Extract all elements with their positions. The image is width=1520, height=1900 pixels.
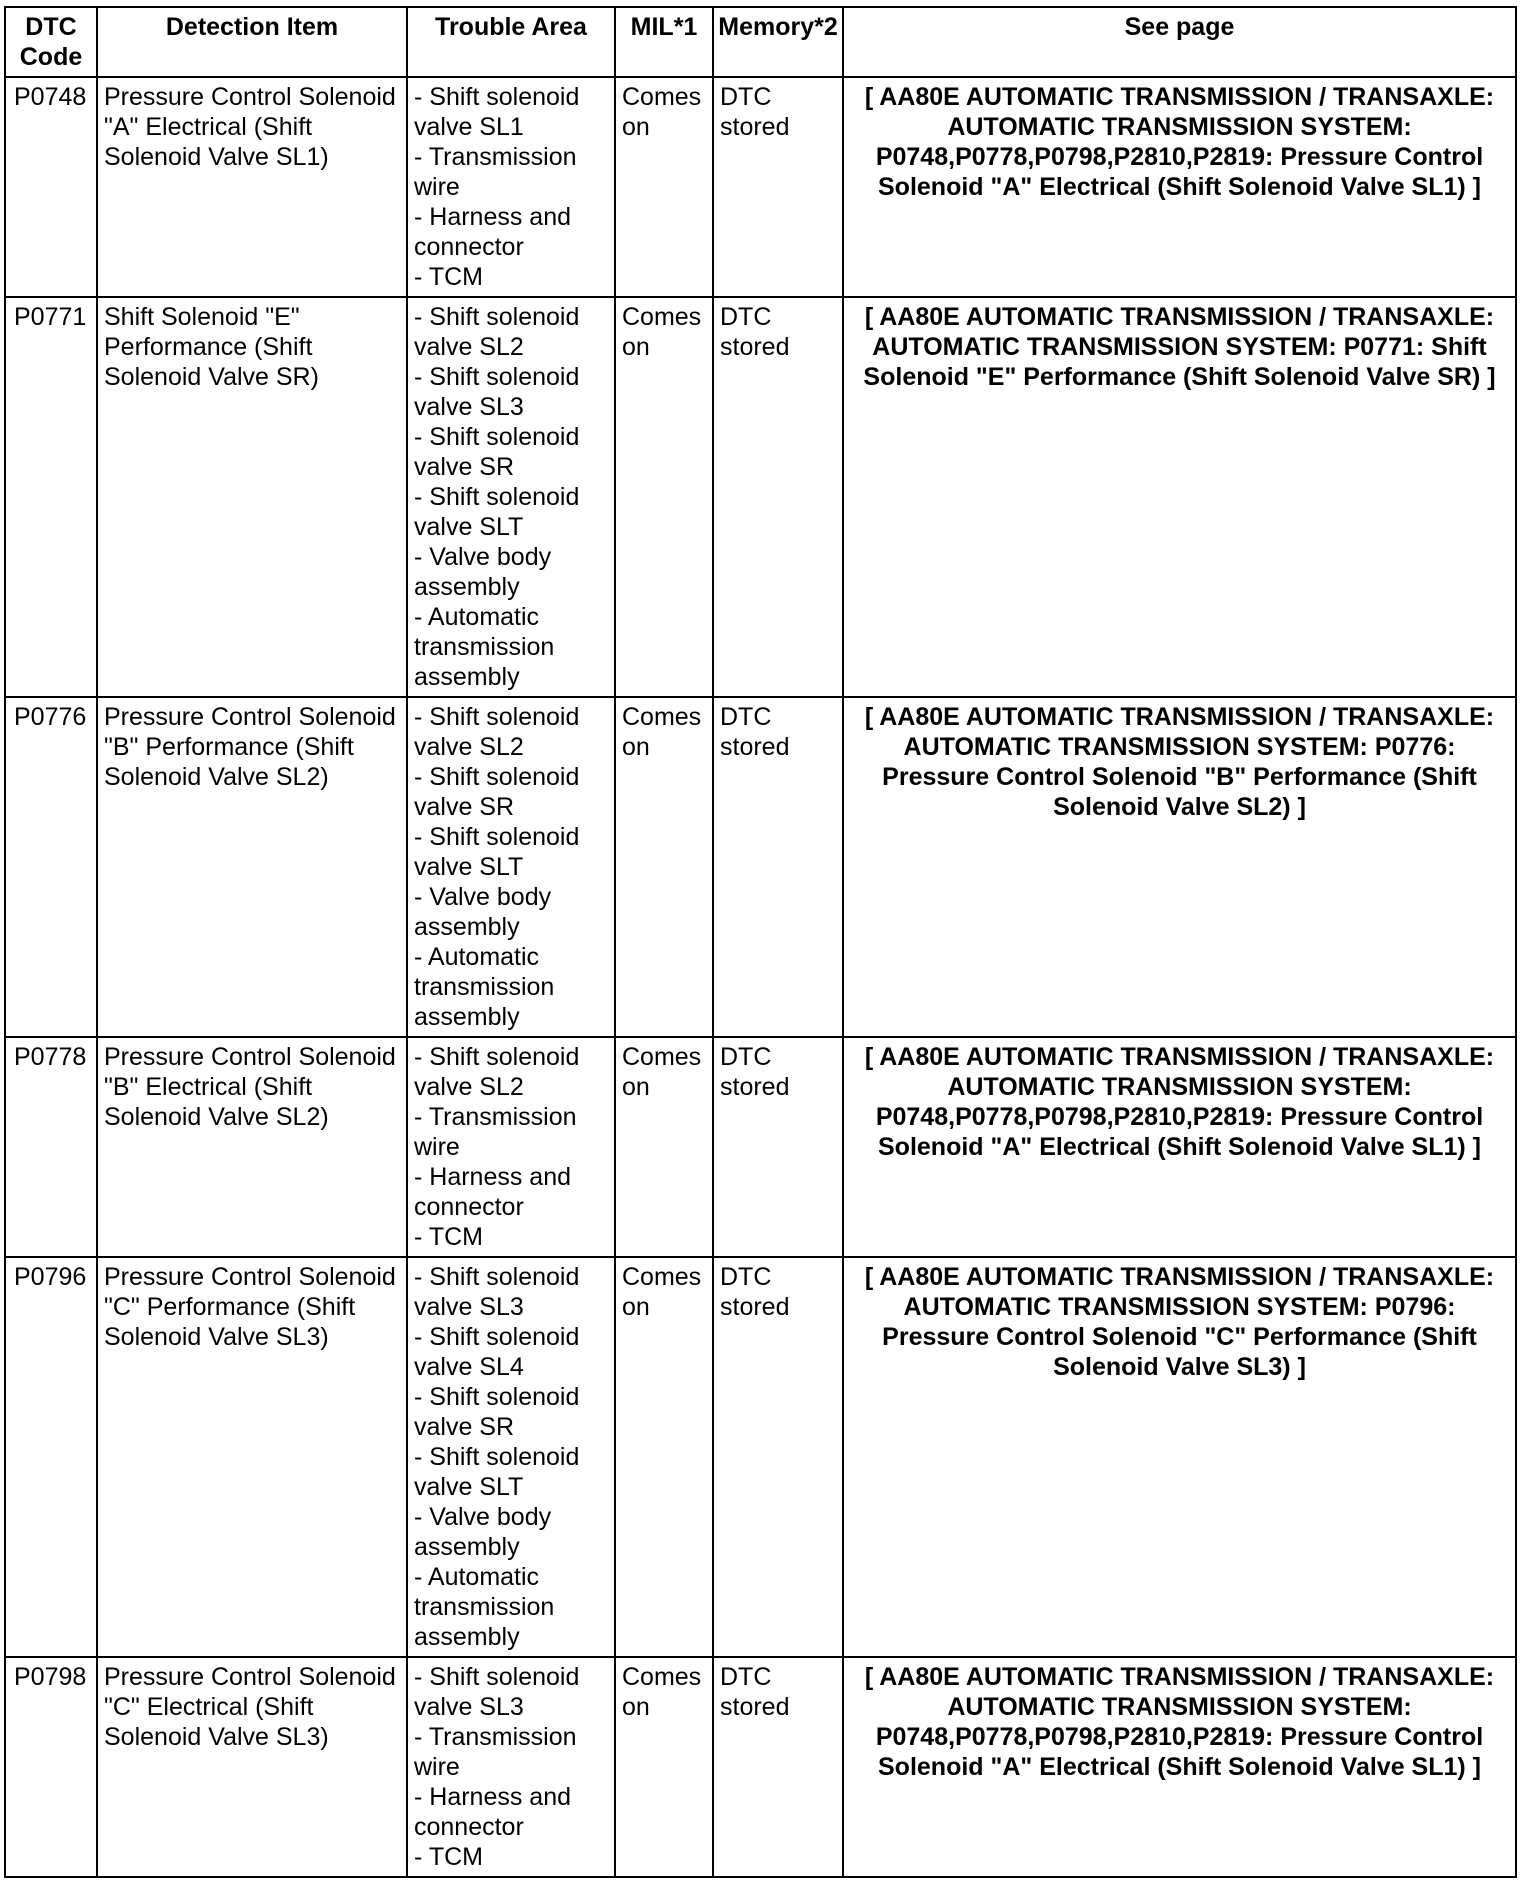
trouble-area-item: - Shift solenoid valve SL2 xyxy=(414,1043,580,1101)
memory-cell: DTC stored xyxy=(713,77,843,297)
see-page-link[interactable]: [ AA80E AUTOMATIC TRANSMISSION / TRANSAXLE: AUTOMATIC TRANSMISSION SYSTEM: P0748,P0778,P0798,P2810,P2819: Pressure Control Solenoid "A" Electrical (Shift Solenoid Valve SL1) ] xyxy=(843,77,1516,297)
trouble-area-item: - Shift solenoid valve SR xyxy=(414,423,580,481)
table-row xyxy=(5,1257,1516,1657)
header-mil: MIL*1 xyxy=(615,7,713,77)
trouble-area-item: - Harness and connector xyxy=(414,1783,572,1841)
trouble-area-cell xyxy=(407,1657,615,1877)
trouble-area-item: - Valve body assembly xyxy=(414,1503,552,1561)
trouble-area-item: - Shift solenoid valve SL4 xyxy=(414,1323,580,1381)
table-row xyxy=(5,697,1516,1037)
trouble-area-item: - Harness and connector xyxy=(414,203,572,261)
trouble-area-item: - Shift solenoid valve SLT xyxy=(414,823,580,881)
detection-item-cell: Pressure Control Solenoid "B" Electrical (Shift Solenoid Valve SL2) xyxy=(97,1037,407,1257)
dtc-table-body xyxy=(5,77,1516,1877)
trouble-area-item: - Transmission wire xyxy=(414,1723,577,1781)
trouble-area-item: - TCM xyxy=(414,263,483,291)
trouble-area-item: - Automatic transmission assembly xyxy=(414,603,555,691)
mil-cell: Comes on xyxy=(615,297,713,697)
trouble-area-item: - Shift solenoid valve SLT xyxy=(414,483,580,541)
trouble-area-cell xyxy=(407,697,615,1037)
trouble-area-item: - Harness and connector xyxy=(414,1163,572,1221)
trouble-area-item: - Shift solenoid valve SL3 xyxy=(414,1263,580,1321)
mil-cell: Comes on xyxy=(615,1257,713,1657)
table-row xyxy=(5,1657,1516,1877)
detection-item-cell: Pressure Control Solenoid "C" Electrical (Shift Solenoid Valve SL3) xyxy=(97,1657,407,1877)
trouble-area-item: - Transmission wire xyxy=(414,143,577,201)
see-page-link[interactable]: [ AA80E AUTOMATIC TRANSMISSION / TRANSAXLE: AUTOMATIC TRANSMISSION SYSTEM: P0771: Shift Solenoid "E" Performance (Shift Solenoid Valve SR) ] xyxy=(843,297,1516,697)
header-dtc-code: DTC Code xyxy=(5,7,97,77)
detection-item-cell: Shift Solenoid "E" Performance (Shift Solenoid Valve SR) xyxy=(97,297,407,697)
trouble-area-cell xyxy=(407,77,615,297)
mil-cell: Comes on xyxy=(615,77,713,297)
header-memory: Memory*2 xyxy=(713,7,843,77)
detection-item-cell: Pressure Control Solenoid "C" Performance (Shift Solenoid Valve SL3) xyxy=(97,1257,407,1657)
dtc-code-cell: P0748 xyxy=(5,77,97,297)
dtc-code-cell: P0776 xyxy=(5,697,97,1037)
detection-item-cell: Pressure Control Solenoid "A" Electrical (Shift Solenoid Valve SL1) xyxy=(97,77,407,297)
trouble-area-item: - Shift solenoid valve SL2 xyxy=(414,703,580,761)
trouble-area-item: - Valve body assembly xyxy=(414,883,552,941)
trouble-area-cell xyxy=(407,297,615,697)
table-row xyxy=(5,297,1516,697)
mil-cell: Comes on xyxy=(615,697,713,1037)
memory-cell: DTC stored xyxy=(713,297,843,697)
dtc-code-cell: P0796 xyxy=(5,1257,97,1657)
trouble-area-item: - Shift solenoid valve SL1 xyxy=(414,83,580,141)
trouble-area-item: - Shift solenoid valve SR xyxy=(414,763,580,821)
dtc-code-cell: P0798 xyxy=(5,1657,97,1877)
trouble-area-item: - Valve body assembly xyxy=(414,543,552,601)
trouble-area-item: - Shift solenoid valve SR xyxy=(414,1383,580,1441)
header-row xyxy=(5,7,1516,77)
header-see-page: See page xyxy=(843,7,1516,77)
memory-cell: DTC stored xyxy=(713,1257,843,1657)
dtc-table-header xyxy=(5,7,1516,77)
trouble-area-item: - TCM xyxy=(414,1223,483,1251)
see-page-link[interactable]: [ AA80E AUTOMATIC TRANSMISSION / TRANSAXLE: AUTOMATIC TRANSMISSION SYSTEM: P0796: Pressure Control Solenoid "C" Performance (Shift Solenoid Valve SL3) ] xyxy=(843,1257,1516,1657)
see-page-link[interactable]: [ AA80E AUTOMATIC TRANSMISSION / TRANSAXLE: AUTOMATIC TRANSMISSION SYSTEM: P0748,P0778,P0798,P2810,P2819: Pressure Control Solenoid "A" Electrical (Shift Solenoid Valve SL1) ] xyxy=(843,1657,1516,1877)
table-row xyxy=(5,1037,1516,1257)
trouble-area-item: - Transmission wire xyxy=(414,1103,577,1161)
trouble-area-item: - Automatic transmission assembly xyxy=(414,1563,555,1651)
mil-cell: Comes on xyxy=(615,1037,713,1257)
memory-cell: DTC stored xyxy=(713,1037,843,1257)
table-row xyxy=(5,77,1516,297)
trouble-area-item: - Automatic transmission assembly xyxy=(414,943,555,1031)
memory-cell: DTC stored xyxy=(713,1657,843,1877)
trouble-area-item: - Shift solenoid valve SLT xyxy=(414,1443,580,1501)
see-page-link[interactable]: [ AA80E AUTOMATIC TRANSMISSION / TRANSAXLE: AUTOMATIC TRANSMISSION SYSTEM: P0748,P0778,P0798,P2810,P2819: Pressure Control Solenoid "A" Electrical (Shift Solenoid Valve SL1) ] xyxy=(843,1037,1516,1257)
trouble-area-cell xyxy=(407,1037,615,1257)
header-trouble-area: Trouble Area xyxy=(407,7,615,77)
trouble-area-item: - TCM xyxy=(414,1843,483,1871)
detection-item-cell: Pressure Control Solenoid "B" Performance (Shift Solenoid Valve SL2) xyxy=(97,697,407,1037)
trouble-area-cell xyxy=(407,1257,615,1657)
header-detection-item: Detection Item xyxy=(97,7,407,77)
trouble-area-item: - Shift solenoid valve SL2 xyxy=(414,303,580,361)
dtc-table xyxy=(4,6,1517,1878)
dtc-code-cell: P0771 xyxy=(5,297,97,697)
see-page-link[interactable]: [ AA80E AUTOMATIC TRANSMISSION / TRANSAXLE: AUTOMATIC TRANSMISSION SYSTEM: P0776: Pressure Control Solenoid "B" Performance (Shift Solenoid Valve SL2) ] xyxy=(843,697,1516,1037)
trouble-area-item: - Shift solenoid valve SL3 xyxy=(414,1663,580,1721)
memory-cell: DTC stored xyxy=(713,697,843,1037)
trouble-area-item: - Shift solenoid valve SL3 xyxy=(414,363,580,421)
dtc-code-cell: P0778 xyxy=(5,1037,97,1257)
mil-cell: Comes on xyxy=(615,1657,713,1877)
